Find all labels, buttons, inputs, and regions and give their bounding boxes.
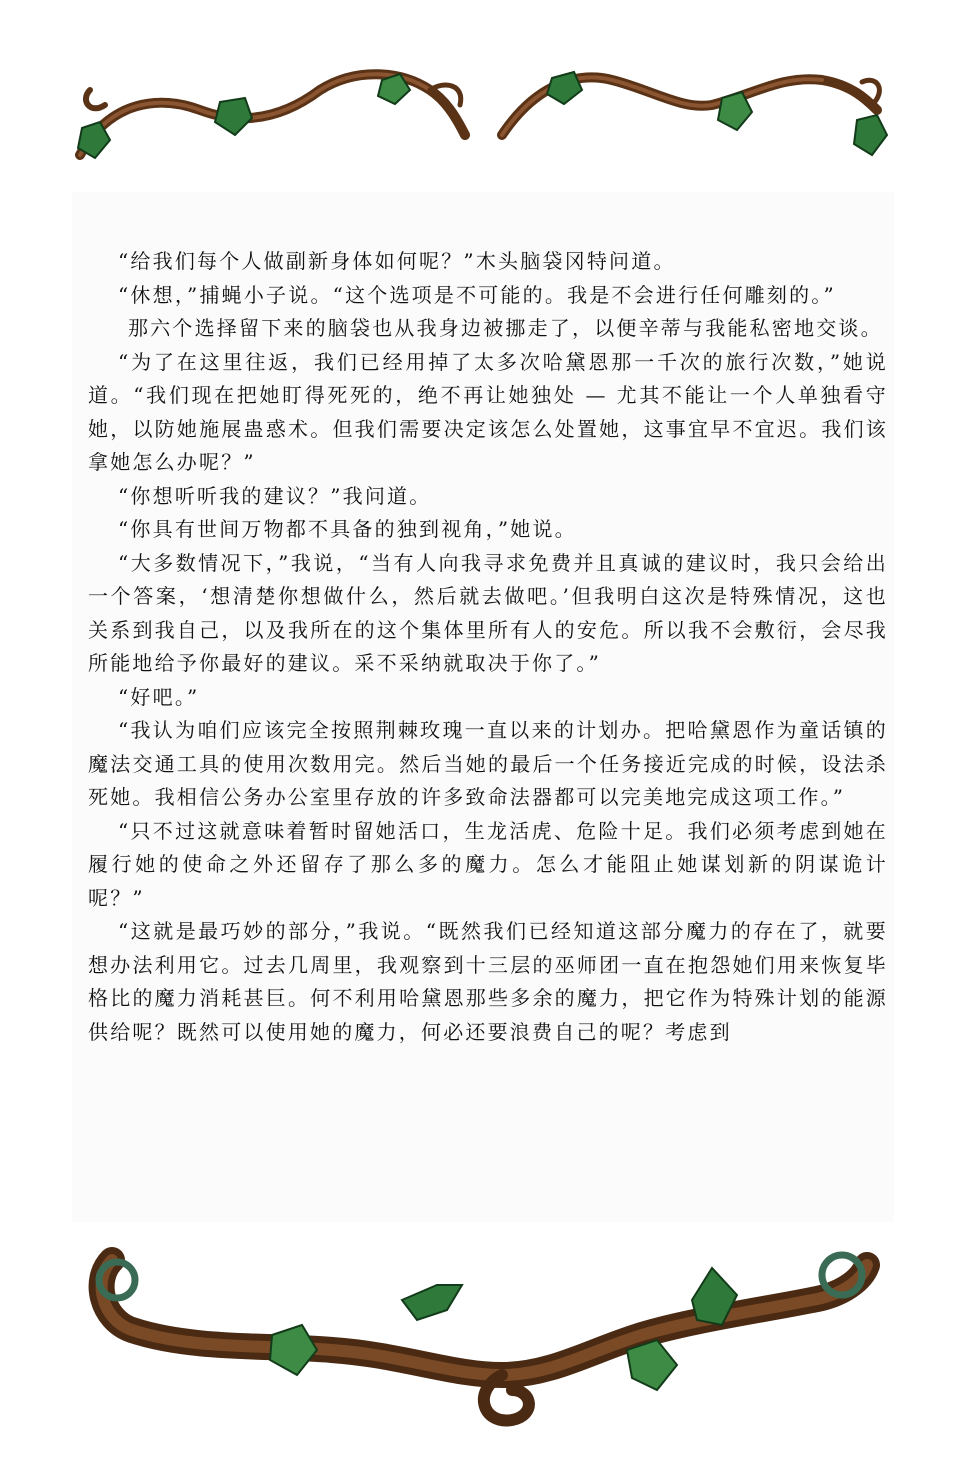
chapter-text <box>88 245 888 1049</box>
paragraph: “大多数情况下，”我说，“当有人向我寻求免费并且真诚的建议时，我只会给出一个答案，‘想清楚你想做什么，然后就去做吧。’但我明白这次是特殊情况，这也关系到我自己，以及我所在的这个集体里所有人的安危。所以我不会敷衍，会尽我所能地给予你最好的建议。采不采纳就取决于你了。” <box>88 550 888 675</box>
vine-ornament-top-left <box>70 60 470 165</box>
paragraph: “好吧。” <box>118 684 200 709</box>
paragraph: “休想，”捕蝇小子说。“这个选项是不可能的。我是不会进行任何雕刻的。” <box>118 282 836 307</box>
paragraph: “这就是最巧妙的部分，”我说。“既然我们已经知道这部分魔力的存在了，就要想办法利用它。过去几周里，我观察到十三层的巫师团一直在抱怨她们用来恢复毕格比的魔力消耗甚巨。何不利用哈黛恩那些多余的魔力，把它作为特殊计划的能源供给呢？既然可以使用她的魔力，何必还要浪费自己的呢？考虑到 <box>88 919 888 1044</box>
paragraph: 那六个选择留下来的脑袋也从我身边被挪走了，以便辛蒂与我能私密地交谈。 <box>128 316 883 340</box>
paragraph: “我认为咱们应该完全按照荆棘玫瑰一直以来的计划办。把哈黛恩作为童话镇的魔法交通工具的使用次数用完。然后当她的最后一个任务接近完成的时候，设法杀死她。我相信公务办公室里存放的许多致命法器都可以完美地完成这项工作。” <box>88 718 888 809</box>
vine-ornament-top-right <box>492 60 892 165</box>
vine-ornament-bottom <box>72 1240 892 1460</box>
paragraph: “为了在这里往返，我们已经用掉了太多次哈黛恩那一千次的旅行次数，”她说道。“我们现在把她盯得死死的，绝不再让她独处 — 尤其不能让一个人单独看守她，以防她施展蛊惑术。但我们需要决定该怎么处置她，这事宜早不宜迟。我们该拿她怎么办呢？” <box>88 349 888 474</box>
paragraph: “你想听听我的建议？”我问道。 <box>118 483 432 508</box>
paragraph: “给我们每个人做副新身体如何呢？”木头脑袋冈特问道。 <box>118 249 676 273</box>
paragraph: “只不过这就意味着暂时留她活口，生龙活虎、危险十足。我们必须考虑到她在履行她的使命之外还留存了那么多的魔力。怎么才能阻止她谋划新的阴谋诡计呢？” <box>88 818 888 910</box>
paragraph: “你具有世间万物都不具备的独到视角，”她说。 <box>118 517 577 541</box>
